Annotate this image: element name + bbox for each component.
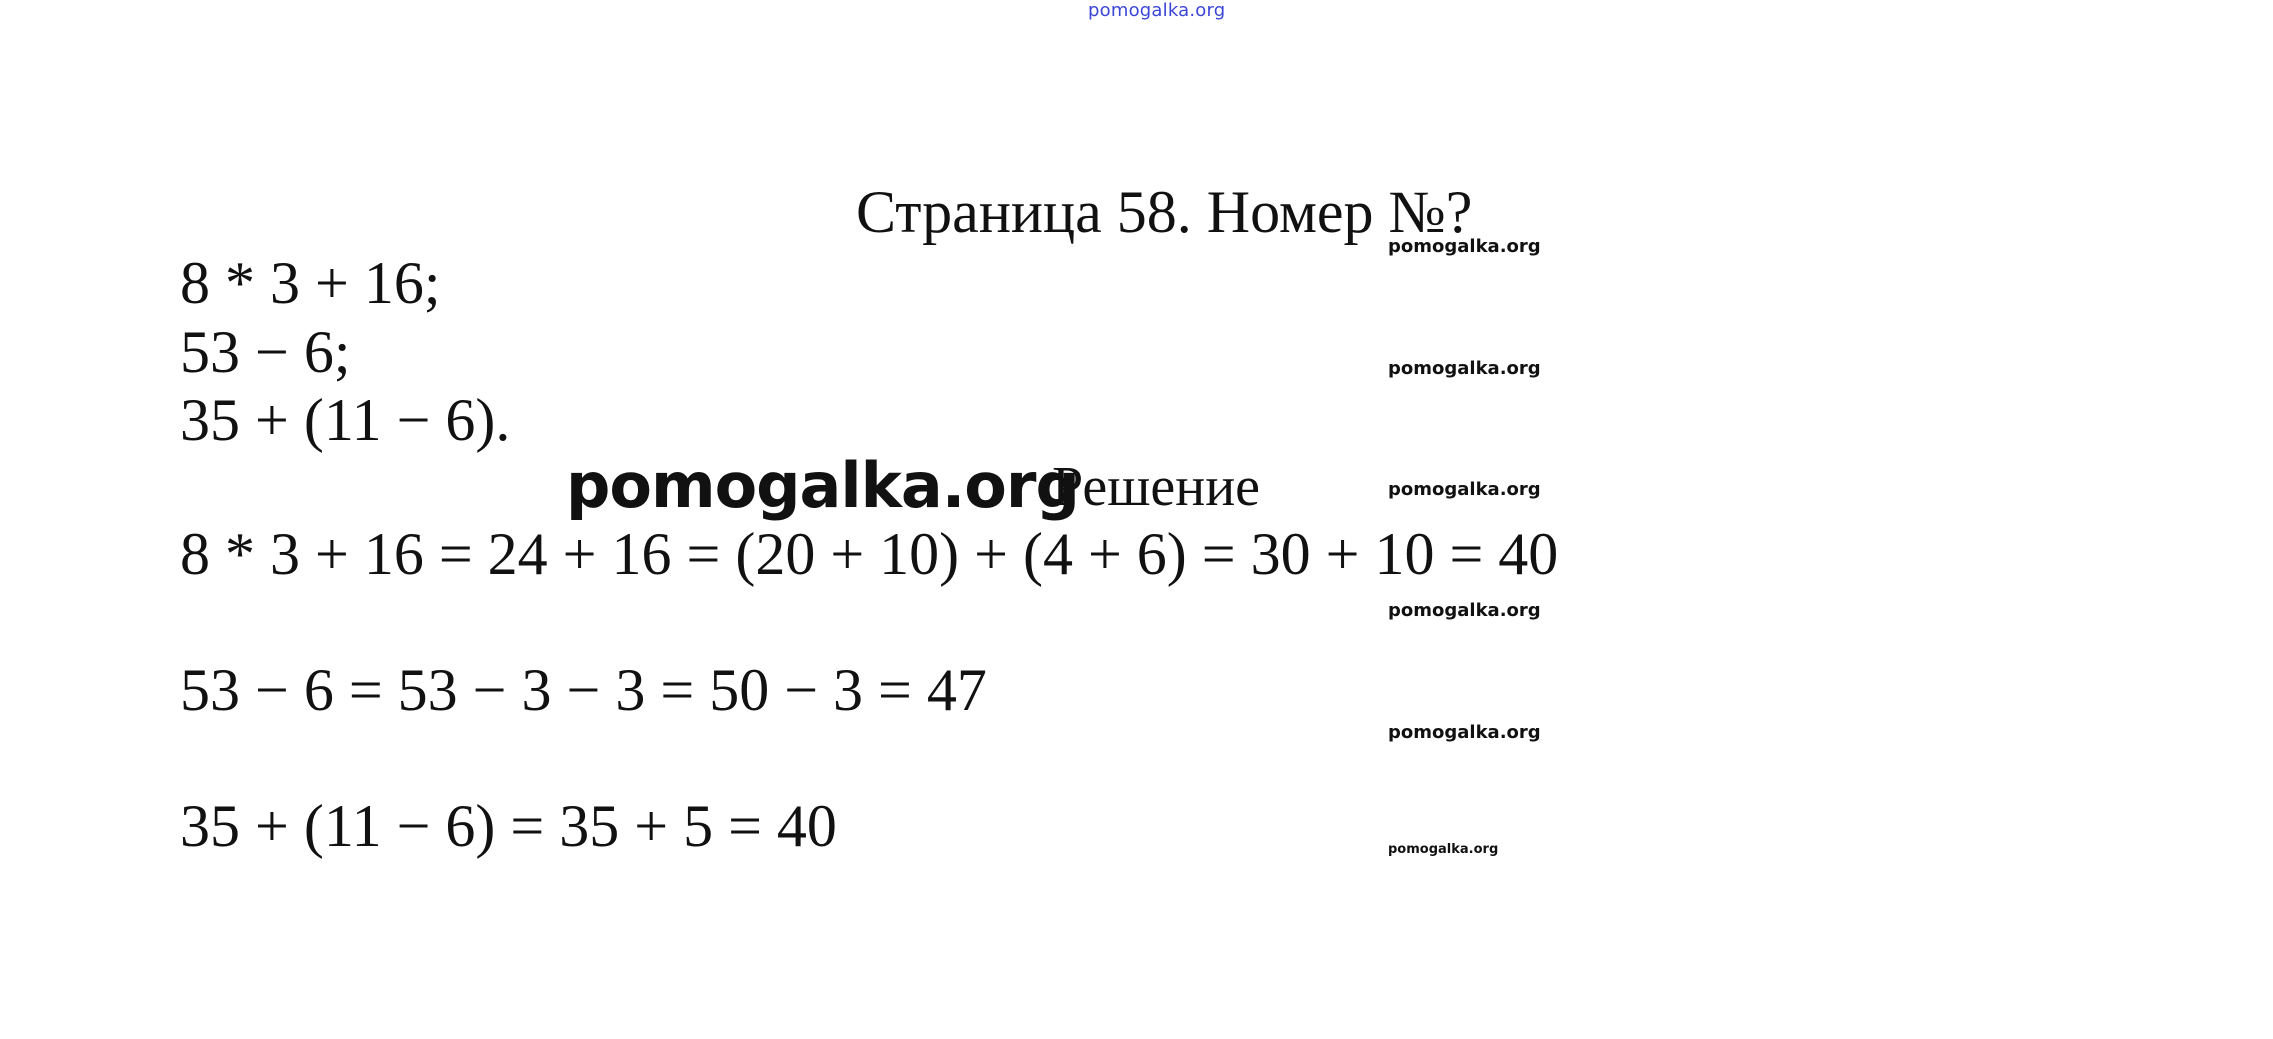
task-expression: 35 + (11 − 6).: [180, 387, 511, 453]
watermark: pomogalka.org: [1388, 600, 1541, 621]
watermark: pomogalka.org: [1388, 236, 1541, 257]
task-expression: 53 − 6;: [180, 319, 351, 385]
solution-line: 8 * 3 + 16 = 24 + 16 = (20 + 10) + (4 + 6) = 30 + 10 = 40: [180, 521, 1559, 587]
solution-heading: Решение: [1052, 456, 1261, 518]
solution-line: 53 − 6 = 53 − 3 − 3 = 50 − 3 = 47: [180, 657, 987, 723]
brand-logo: pomogalka.org: [566, 449, 1079, 522]
page-title: Страница 58. Номер №?: [856, 179, 1473, 245]
watermark: pomogalka.org: [1388, 358, 1541, 379]
watermark: pomogalka.org: [1388, 479, 1541, 500]
watermark: pomogalka.org: [1388, 842, 1499, 857]
watermark: pomogalka.org: [1388, 722, 1541, 743]
task-expression: 8 * 3 + 16;: [180, 250, 441, 316]
solution-line: 35 + (11 − 6) = 35 + 5 = 40: [180, 793, 837, 859]
top-site-link[interactable]: pomogalka.org: [1088, 0, 1226, 21]
